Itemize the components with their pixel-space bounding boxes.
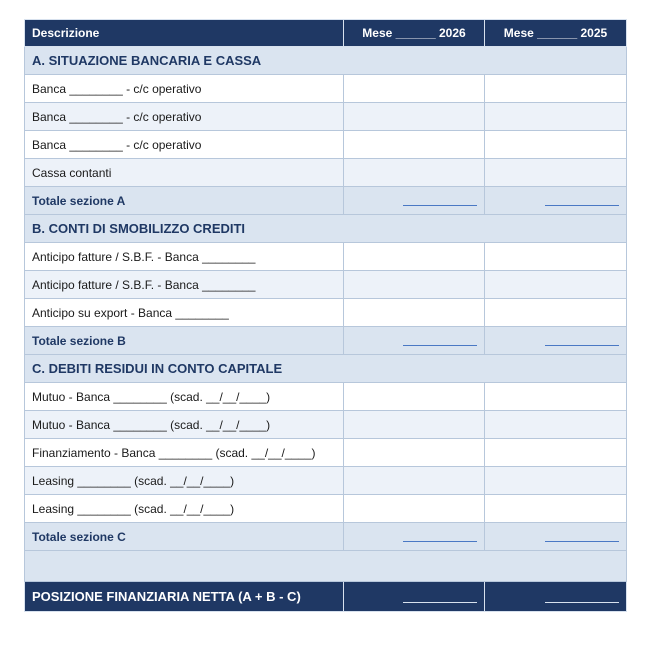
header-month-2025: Mese ______ 2025: [485, 20, 627, 47]
total-c-2025[interactable]: [485, 523, 627, 551]
spacer-row: [25, 551, 627, 582]
total-b-2025[interactable]: [485, 327, 627, 355]
table-row: [25, 467, 627, 495]
table-row: [25, 495, 627, 523]
value-cell-2026[interactable]: [344, 131, 485, 159]
blank-line: [545, 196, 619, 206]
value-cell-2025[interactable]: [485, 495, 627, 523]
value-cell-2026[interactable]: [344, 243, 485, 271]
net-financial-position-table: [24, 19, 627, 612]
row-label: Banca ________ - c/c operativo: [25, 103, 344, 131]
blank-line: [403, 532, 477, 542]
value-cell-2025[interactable]: [485, 439, 627, 467]
total-a-2026[interactable]: [344, 187, 485, 215]
table-row: [25, 243, 627, 271]
header-month-2026: Mese ______ 2026: [344, 20, 485, 47]
value-cell-2026[interactable]: [344, 383, 485, 411]
section-a-total-label: Totale sezione A: [25, 187, 344, 215]
header-description: Descrizione: [25, 20, 344, 47]
row-label: Anticipo su export - Banca ________: [25, 299, 344, 327]
value-cell-2025[interactable]: [485, 299, 627, 327]
row-label: Leasing ________ (scad. __/__/____): [25, 495, 344, 523]
table-row: [25, 159, 627, 187]
row-label: Mutuo - Banca ________ (scad. __/__/____): [25, 411, 344, 439]
row-label: Banca ________ - c/c operativo: [25, 75, 344, 103]
value-cell-2026[interactable]: [344, 411, 485, 439]
row-label: Leasing ________ (scad. __/__/____): [25, 467, 344, 495]
section-a-header: [25, 47, 627, 75]
blank-line: [403, 336, 477, 346]
net-position-2026[interactable]: [344, 582, 485, 612]
total-a-2025[interactable]: [485, 187, 627, 215]
value-cell-2026[interactable]: [344, 103, 485, 131]
value-cell-2025[interactable]: [485, 103, 627, 131]
value-cell-2026[interactable]: [344, 75, 485, 103]
section-c-title: C. DEBITI RESIDUI IN CONTO CAPITALE: [25, 355, 627, 383]
blank-line: [403, 593, 477, 603]
value-cell-2026[interactable]: [344, 467, 485, 495]
value-cell-2025[interactable]: [485, 159, 627, 187]
value-cell-2025[interactable]: [485, 75, 627, 103]
blank-line: [545, 532, 619, 542]
section-b-total-row: [25, 327, 627, 355]
table-row: [25, 383, 627, 411]
section-c-total-label: Totale sezione C: [25, 523, 344, 551]
blank-line: [545, 593, 619, 603]
value-cell-2026[interactable]: [344, 495, 485, 523]
table-row: [25, 271, 627, 299]
total-b-2026[interactable]: [344, 327, 485, 355]
table-row: [25, 299, 627, 327]
row-label: Mutuo - Banca ________ (scad. __/__/____): [25, 383, 344, 411]
blank-line: [403, 196, 477, 206]
section-b-total-label: Totale sezione B: [25, 327, 344, 355]
table-row: [25, 411, 627, 439]
value-cell-2025[interactable]: [485, 467, 627, 495]
spacer-cell: [25, 551, 627, 582]
table-row: [25, 103, 627, 131]
blank-line: [545, 336, 619, 346]
table-row: [25, 131, 627, 159]
row-label: Cassa contanti: [25, 159, 344, 187]
section-a-title: A. SITUAZIONE BANCARIA E CASSA: [25, 47, 627, 75]
table-row: [25, 439, 627, 467]
value-cell-2025[interactable]: [485, 243, 627, 271]
value-cell-2025[interactable]: [485, 131, 627, 159]
row-label: Anticipo fatture / S.B.F. - Banca ________: [25, 271, 344, 299]
value-cell-2025[interactable]: [485, 383, 627, 411]
row-label: Finanziamento - Banca ________ (scad. __/__/____): [25, 439, 344, 467]
table-row: [25, 75, 627, 103]
value-cell-2026[interactable]: [344, 439, 485, 467]
value-cell-2025[interactable]: [485, 271, 627, 299]
section-a-total-row: [25, 187, 627, 215]
table-header-row: [25, 20, 627, 47]
value-cell-2026[interactable]: [344, 271, 485, 299]
total-c-2026[interactable]: [344, 523, 485, 551]
net-position-row: [25, 582, 627, 612]
section-b-header: [25, 215, 627, 243]
net-position-2025[interactable]: [485, 582, 627, 612]
section-b-title: B. CONTI DI SMOBILIZZO CREDITI: [25, 215, 627, 243]
section-c-header: [25, 355, 627, 383]
value-cell-2026[interactable]: [344, 299, 485, 327]
value-cell-2026[interactable]: [344, 159, 485, 187]
row-label: Anticipo fatture / S.B.F. - Banca ________: [25, 243, 344, 271]
net-position-label: POSIZIONE FINANZIARIA NETTA (A + B - C): [25, 582, 344, 612]
row-label: Banca ________ - c/c operativo: [25, 131, 344, 159]
value-cell-2025[interactable]: [485, 411, 627, 439]
section-c-total-row: [25, 523, 627, 551]
